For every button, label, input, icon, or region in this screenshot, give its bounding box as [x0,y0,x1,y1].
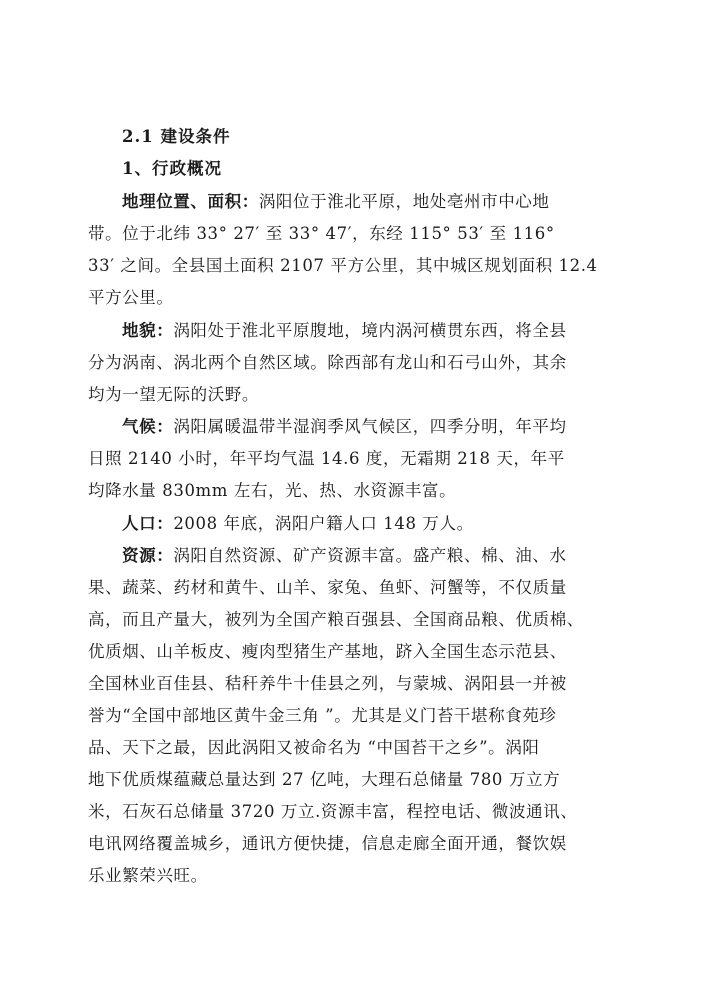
label-location: 地理位置、面积： [122,192,259,211]
section-subtitle: 1、行政概况 [122,159,222,178]
paragraph-location-line-3: 33′ 之间。全县国土面积 2107 平方公里，其中城区规划面积 12.4 [88,256,598,275]
paragraph-location-line-2: 带。位于北纬 33° 27′ 至 33° 47′，东经 115° 53′ 至 116° [88,224,555,243]
paragraph-climate-line-1 [122,417,703,437]
text-population-1: 2008 年底，涡阳户籍人口 148 万人。 [173,514,474,533]
label-climate: 气候： [122,417,174,436]
paragraph-resources-line-11: 乐业繁荣兴旺。 [88,866,208,885]
section-title: 2.1 建设条件 [122,127,231,146]
paragraph-resources-line-7: 品、天下之最，因此涡阳又被命名为 “中国苔干之乡”。涡阳 [88,738,540,757]
text-resources-1: 涡阳自然资源、矿产资源丰富。盛产粮、棉、油、水 [173,546,567,565]
paragraph-location-line-1 [122,192,703,212]
paragraph-terrain-line-1 [122,321,703,341]
paragraph-location-line-4: 平方公里。 [88,288,174,307]
text-climate-1: 涡阳属暖温带半湿润季风气候区，四季分明，年平均 [173,417,567,436]
paragraph-resources-line-6: 誉为“全国中部地区黄牛金三角 ”。尤其是义门苔干堪称食苑珍 [88,706,557,725]
paragraph-resources-line-10: 电讯网络覆盖城乡，通讯方便快捷，信息走廊全面开通，餐饮娱 [88,834,567,853]
text-terrain-1: 涡阳处于淮北平原腹地，境内涡河横贯东西，将全县 [173,321,567,340]
paragraph-terrain-line-2: 分为涡南、涡北两个自然区域。除西部有龙山和石弓山外，其余 [88,353,567,372]
paragraph-climate-line-2: 日照 2140 小时，年平均气温 14.6 度，无霜期 218 天，年平 [88,449,565,468]
paragraph-resources-line-9: 米，石灰石总储量 3720 万立.资源丰富，程控电话、微波通讯、 [88,802,578,821]
paragraph-resources-line-5: 全国林业百佳县、秸秆养牛十佳县之列，与蒙城、涡阳县一并被 [88,674,567,693]
label-terrain: 地貌： [122,321,174,340]
paragraph-resources-line-8: 地下优质煤蕴藏总量达到 27 亿吨，大理石总储量 780 万立方 [88,770,561,789]
paragraph-population-line-1 [122,514,703,534]
paragraph-resources-line-3: 高，而且产量大，被列为全国产粮百强县、全国商品粮、优质棉、 [88,610,584,629]
paragraph-resources-line-2: 果、蔬菜、药材和黄牛、山羊、家兔、鱼虾、河蟹等，不仅质量 [88,578,567,597]
label-population: 人口： [122,514,174,533]
label-resources: 资源： [122,546,174,565]
paragraph-resources-line-1 [122,546,703,566]
text-location-1: 涡阳位于淮北平原，地处亳州市中心地 [258,192,550,211]
paragraph-terrain-line-3: 均为一望无际的沃野。 [88,385,259,404]
paragraph-resources-line-4: 优质烟、山羊板皮、瘦肉型猪生产基地，跻入全国生态示范县、 [88,642,567,661]
paragraph-climate-line-3: 均降水量 830mm 左右，光、热、水资源丰富。 [88,481,457,500]
